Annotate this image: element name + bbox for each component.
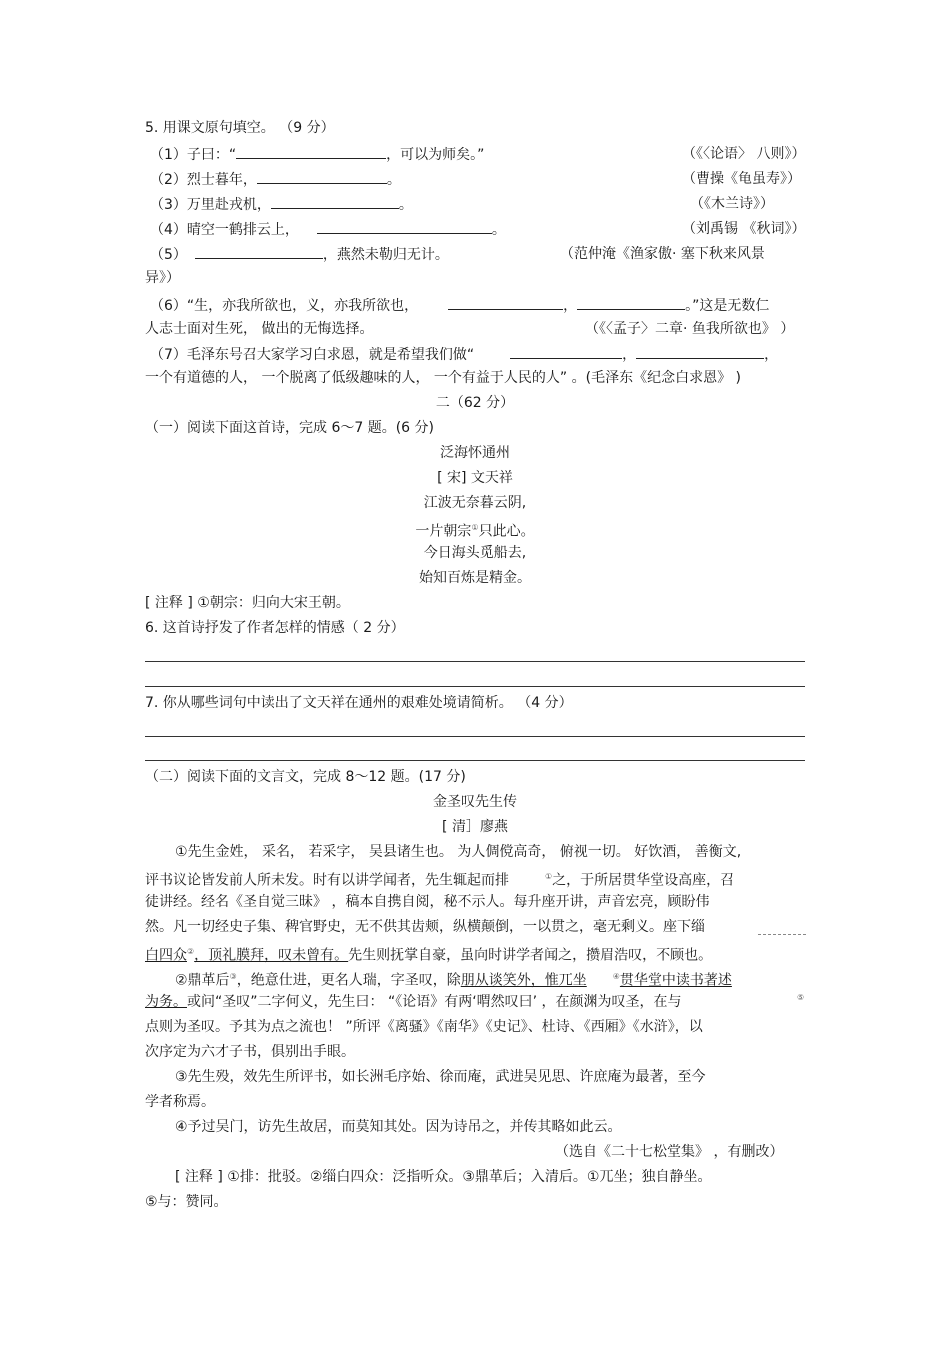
essay-p2-line2 bbox=[145, 992, 682, 1012]
essay-p3-line1: ③先生殁，效先生所评书，如长洲毛序始、徐而庵，武进吴见思、许庶庵为最著，至今 bbox=[175, 1069, 706, 1085]
q5-item-7-comma: ， bbox=[622, 347, 637, 363]
q5-item-6-line2: 人志士面对生死， 做出的无悔选择。 bbox=[145, 321, 374, 337]
essay-p3-line2: 学者称焉。 bbox=[145, 1094, 215, 1110]
essay-p1-line5-c: 先生则抚掌自豪，虽向时讲学者闻之，攒眉浩叹，不顾也。 bbox=[348, 947, 713, 964]
answer-blank[interactable] bbox=[636, 344, 764, 359]
q5-item-3-source: （《木兰诗》） bbox=[690, 196, 774, 212]
q5-item-1-source: （《〈论语〉 八则》） bbox=[682, 146, 806, 162]
q5-item-5-source-cont: 异》） bbox=[145, 270, 180, 286]
answer-line[interactable] bbox=[145, 760, 805, 761]
answer-line[interactable] bbox=[145, 661, 805, 662]
answer-blank[interactable] bbox=[195, 244, 323, 259]
q5-item-5-prefix: （5） bbox=[150, 247, 187, 263]
essay-p1-line3: 徒讲经。经名《圣自觉三昧》 ，稿本自携自阅，秘不示人。每升座开讲，声音宏亮，顾盼伟 bbox=[145, 894, 710, 910]
essay-p2-a: ②鼎革后 bbox=[175, 972, 230, 989]
note-mark: ② bbox=[187, 947, 195, 956]
note-mark: ④ bbox=[612, 972, 620, 981]
part2-intro: （二）阅读下面的文言文，完成 8～12 题。(17 分) bbox=[145, 769, 466, 785]
q5-item-6-source: （《〈孟子〉二章· 鱼我所欲也》 ） bbox=[585, 321, 795, 337]
q5-item-1 bbox=[150, 144, 484, 165]
answer-blank[interactable] bbox=[257, 169, 387, 184]
q5-item-6-suffix: 。”这是无数仁 bbox=[685, 298, 770, 314]
poem-line-4: 始知百炼是精金。 bbox=[419, 570, 531, 586]
essay-p1-line4: 然。凡一切经史子集、稗官野史，无不供其齿颊，纵横颠倒，一以贯之，毫无剩义。座下缁 bbox=[145, 919, 705, 935]
answer-blank[interactable] bbox=[317, 219, 492, 234]
q5-item-1-suffix: ，可以为师矣。” bbox=[386, 147, 485, 163]
essay-p2-e: 为务。 bbox=[145, 994, 187, 1010]
essay-p1-line2 bbox=[145, 867, 734, 891]
q5-item-3-prefix: （3）万里赴戎机， bbox=[150, 197, 271, 213]
q5-item-6-comma: ， bbox=[563, 298, 578, 314]
poem-line-2-a: 一片朝宗 bbox=[415, 523, 472, 540]
essay-p2-d: 贯华堂中读书著述 bbox=[619, 972, 732, 989]
answer-line[interactable] bbox=[145, 686, 805, 687]
note-mark: ③ bbox=[229, 972, 237, 981]
q5-item-2-suffix: 。 bbox=[386, 172, 401, 188]
essay-p1-line5-b: ，顶礼膜拜，叹未曾有。 bbox=[194, 947, 349, 964]
essay-p2-b: ，绝意仕进，更名人瑞，字圣叹，除 bbox=[236, 972, 461, 989]
answer-blank[interactable] bbox=[236, 144, 386, 159]
q5-item-3 bbox=[150, 194, 413, 215]
note-mark: ⑤ bbox=[797, 993, 805, 1002]
poem-line-1: 江波无奈暮云阴, bbox=[423, 495, 527, 511]
q5-item-2-prefix: （2）烈士暮年， bbox=[150, 172, 257, 188]
essay-p1-line2-b: 之，于所居贯华堂设高座，召 bbox=[552, 872, 735, 889]
q7: 7. 你从哪些词句中读出了文天祥在通州的艰难处境请简析。 （4 分） bbox=[145, 695, 573, 711]
poem-note: [ 注释 ] ①朝宗：归向大宋王朝。 bbox=[145, 595, 350, 611]
essay-p2-f: 或问“圣叹”二字何义，先生曰： “《论语》有两‘喟然叹曰’ ，在颜渊为叹圣，在与 bbox=[187, 994, 682, 1010]
essay-p4: ④予过吴门，访先生故居，而莫知其处。因为诗吊之，并传其略如此云。 bbox=[175, 1119, 622, 1135]
essay-title: 金圣叹先生传 bbox=[433, 794, 517, 810]
poem-line-3: 今日海头觅船去, bbox=[423, 545, 527, 561]
essay-p2-c: 朋从谈笑外，惟兀坐 bbox=[460, 972, 587, 989]
essay-p2-line3: 点则为圣叹。予其为点之流也！ ”所评《离骚》《南华》《史记》、杜诗、《西厢》《水浒》，以 bbox=[145, 1019, 703, 1035]
q5-item-5-source: （范仲淹《渔家傲· 塞下秋来风景 bbox=[560, 246, 765, 262]
q5-item-2 bbox=[150, 169, 401, 190]
q5-item-2-source: （曹操《龟虽寿》） bbox=[682, 171, 801, 187]
part1-intro: （一）阅读下面这首诗，完成 6～7 题。(6 分) bbox=[145, 420, 434, 436]
answer-line[interactable] bbox=[145, 736, 805, 737]
q5-item-6 bbox=[150, 295, 769, 316]
essay-notes-1: [ 注释 ] ①排：批驳。②缁白四众：泛指听众。③鼎革后；入清后。①兀坐；独自静坐。 bbox=[175, 1169, 712, 1185]
q5-item-4 bbox=[150, 219, 506, 240]
q5-item-1-prefix: （1）子曰：“ bbox=[150, 147, 237, 163]
essay-p2-line4: 次序定为六才子书，俱别出手眼。 bbox=[145, 1044, 355, 1060]
essay-p1-line5-a: 白四众 bbox=[145, 947, 187, 964]
q5-item-5 bbox=[150, 244, 449, 265]
q6: 6. 这首诗抒发了作者怎样的情感（ 2 分） bbox=[145, 620, 405, 636]
q5-item-7-prefix: （7）毛泽东号召大家学习白求恩，就是希望我们做“ bbox=[150, 347, 475, 363]
wavy-underline bbox=[758, 934, 806, 935]
poem-title: 泛海怀通州 bbox=[440, 445, 510, 461]
essay-p1-line1: ①先生金姓， 采名， 若采字， 吴县诸生也。 为人倜傥高奇， 俯视一切。 好饮酒， 善衡文, bbox=[175, 844, 742, 860]
poem-author: [ 宋] 文天祥 bbox=[437, 470, 513, 486]
q5-item-3-suffix: 。 bbox=[398, 197, 413, 213]
poem-line-2 bbox=[0, 518, 950, 542]
answer-blank[interactable] bbox=[577, 295, 685, 310]
q5-item-4-prefix: （4）晴空一鹤排云上， bbox=[150, 222, 299, 238]
q5-item-4-suffix: 。 bbox=[491, 222, 506, 238]
answer-blank[interactable] bbox=[271, 194, 399, 209]
essay-notes-2: ⑤与：赞同。 bbox=[145, 1194, 228, 1210]
note-mark: ① bbox=[471, 523, 479, 532]
essay-p1-line5 bbox=[145, 942, 712, 966]
q5-item-6-prefix: （6）“生，亦我所欲也，义，亦我所欲也， bbox=[150, 298, 419, 314]
poem-line-2-b: 只此心。 bbox=[478, 523, 535, 540]
essay-author: [ 清］廖燕 bbox=[442, 819, 508, 835]
q5-title: 5. 用课文原句填空。 （9 分） bbox=[145, 120, 335, 136]
section-heading: 二（62 分） bbox=[435, 395, 515, 411]
answer-blank[interactable] bbox=[510, 344, 622, 359]
q5-item-5-suffix: ，燕然未勒归无计。 bbox=[322, 247, 449, 263]
essay-source: （选自《二十七松堂集》 ，有删改） bbox=[555, 1144, 784, 1160]
note-mark: ① bbox=[545, 872, 553, 881]
essay-p1-line2-a: 评书议论皆发前人所未发。时有以讲学闻者，先生辄起而排 bbox=[145, 872, 509, 889]
q5-item-4-source: （刘禹锡 《秋词》） bbox=[682, 221, 806, 237]
q5-item-7-end: ， bbox=[764, 347, 779, 363]
answer-blank[interactable] bbox=[448, 295, 563, 310]
essay-p2-line1 bbox=[175, 967, 732, 991]
q5-item-7-line2: 一个有道德的人， 一个脱离了低级趣味的人， 一个有益于人民的人” 。(毛泽东《纪念白求恩》 ) bbox=[145, 370, 741, 386]
q5-item-7 bbox=[150, 344, 778, 365]
